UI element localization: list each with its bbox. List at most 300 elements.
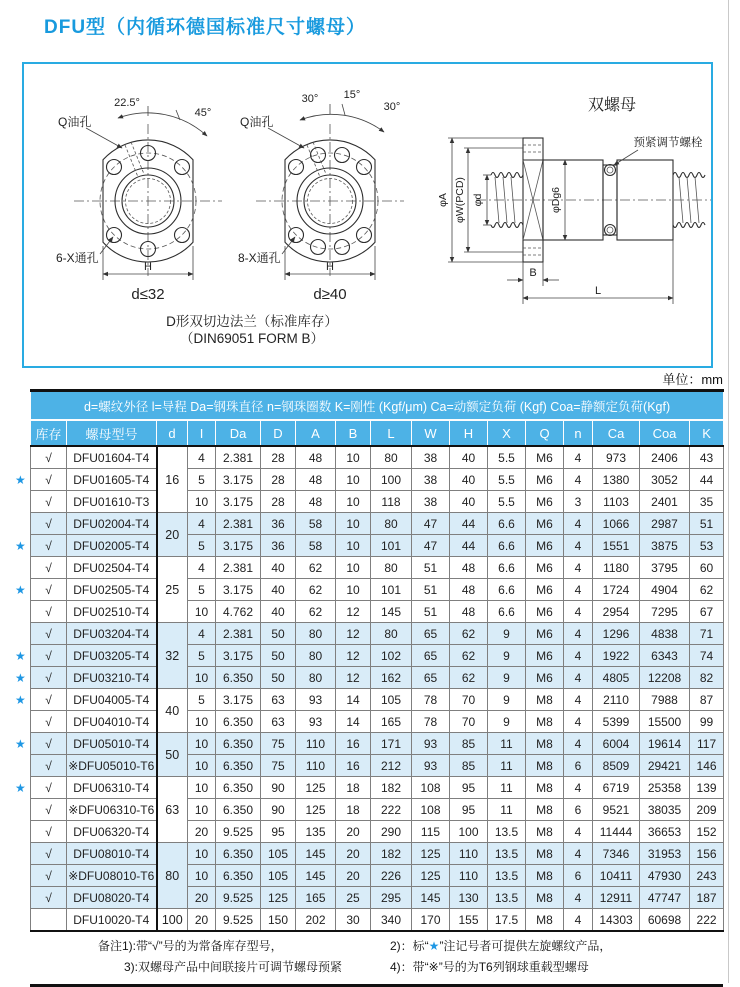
data-cell: 150 <box>261 909 296 932</box>
star-icon: ★ <box>428 939 440 953</box>
data-cell: 44 <box>450 535 488 557</box>
stock-cell: √ <box>31 755 67 777</box>
col-header-Ca: Ca <box>593 420 640 446</box>
data-cell: 10 <box>188 491 216 513</box>
data-cell: 202 <box>296 909 336 932</box>
h-dim-label-middle: H <box>326 261 334 273</box>
data-cell: 63 <box>261 711 296 733</box>
table-row <box>31 887 724 909</box>
col-header-X: X <box>488 420 526 446</box>
table-row <box>31 711 724 733</box>
data-cell: 6.6 <box>488 557 526 579</box>
data-cell: 152 <box>690 821 724 843</box>
data-cell: 29421 <box>640 755 690 777</box>
data-cell: 2.381 <box>216 513 261 535</box>
data-cell: 65 <box>412 667 450 689</box>
data-cell: 156 <box>690 843 724 865</box>
data-cell: 4 <box>564 689 593 711</box>
data-cell: 7295 <box>640 601 690 623</box>
data-cell: 50 <box>261 623 296 645</box>
data-cell: M8 <box>526 711 564 733</box>
caption-d-ge-40: d≥40 <box>313 286 347 303</box>
data-cell: M6 <box>526 535 564 557</box>
data-cell: 20 <box>188 909 216 932</box>
data-cell: 135 <box>296 821 336 843</box>
data-cell: 3.175 <box>216 579 261 601</box>
d-group-cell: 25 <box>157 557 188 623</box>
data-cell: 12911 <box>593 887 640 909</box>
data-cell: 1180 <box>593 557 640 579</box>
data-cell: 12 <box>336 667 371 689</box>
data-cell: M8 <box>526 887 564 909</box>
data-cell: 13.5 <box>488 887 526 909</box>
footnote-4: 4)：带“※”号的为T6列钢球重载型螺母 <box>390 960 589 974</box>
data-cell: 60 <box>690 557 724 579</box>
data-cell: 187 <box>690 887 724 909</box>
flange-view-d-ge-40 <box>238 89 404 303</box>
data-cell: 40 <box>261 557 296 579</box>
data-cell: 10 <box>336 491 371 513</box>
dim-phi-a: φA <box>437 193 449 207</box>
data-cell: 6.6 <box>488 535 526 557</box>
data-cell: 1922 <box>593 645 640 667</box>
stock-cell <box>31 909 67 932</box>
data-cell: 11 <box>488 755 526 777</box>
data-cell: 6343 <box>640 645 690 667</box>
data-cell: 12 <box>336 601 371 623</box>
data-cell: 105 <box>261 843 296 865</box>
data-cell: 5 <box>188 579 216 601</box>
model-cell: DFU03205-T4 <box>67 645 157 667</box>
data-cell: 18 <box>336 777 371 799</box>
data-cell: 75 <box>261 755 296 777</box>
data-cell: 4 <box>188 557 216 579</box>
data-cell: 51 <box>412 601 450 623</box>
data-cell: 5 <box>188 689 216 711</box>
model-cell: DFU01605-T4 <box>67 469 157 491</box>
data-cell: 4 <box>564 645 593 667</box>
col-header-n: n <box>564 420 593 446</box>
stock-cell: ★ √ <box>31 777 67 799</box>
data-cell: 145 <box>371 601 412 623</box>
data-cell: 93 <box>296 711 336 733</box>
data-cell: 10 <box>336 469 371 491</box>
double-nut-title: 双螺母 <box>587 97 637 114</box>
data-cell: 48 <box>450 557 488 579</box>
d-group-cell: 63 <box>157 777 188 843</box>
data-cell: 4838 <box>640 623 690 645</box>
data-cell: 82 <box>690 667 724 689</box>
data-cell: 36653 <box>640 821 690 843</box>
data-cell: 63 <box>261 689 296 711</box>
data-cell: 3.175 <box>216 535 261 557</box>
data-cell: 10 <box>336 513 371 535</box>
data-cell: 20 <box>188 821 216 843</box>
data-cell: 38 <box>412 446 450 469</box>
col-header-model: 螺母型号 <box>67 420 157 446</box>
col-header-Coa: Coa <box>640 420 690 446</box>
stock-cell: ★ √ <box>31 667 67 689</box>
data-cell: 20 <box>336 865 371 887</box>
d-group-cell: 32 <box>157 623 188 689</box>
data-cell: M6 <box>526 601 564 623</box>
data-cell: 6 <box>564 799 593 821</box>
data-cell: 10411 <box>593 865 640 887</box>
data-cell: 87 <box>690 689 724 711</box>
data-cell: 3 <box>564 491 593 513</box>
data-cell: 2.381 <box>216 446 261 469</box>
data-cell: 38035 <box>640 799 690 821</box>
model-cell: DFU03204-T4 <box>67 623 157 645</box>
data-cell: 85 <box>450 733 488 755</box>
model-cell: DFU06310-T4 <box>67 777 157 799</box>
data-cell: 125 <box>296 799 336 821</box>
data-cell: 25 <box>336 887 371 909</box>
data-cell: 10 <box>188 865 216 887</box>
data-cell: 100 <box>371 469 412 491</box>
oil-hole-label-left: Q油孔 <box>58 115 92 129</box>
dim-l: L <box>594 285 602 297</box>
data-cell: M6 <box>526 513 564 535</box>
stock-cell: ★ √ <box>31 469 67 491</box>
model-cell: DFU02505-T4 <box>67 579 157 601</box>
data-cell: 146 <box>690 755 724 777</box>
data-cell: 243 <box>690 865 724 887</box>
data-cell: 80 <box>296 623 336 645</box>
data-cell: 10 <box>336 535 371 557</box>
data-cell: 40 <box>450 446 488 469</box>
data-cell: 28 <box>261 469 296 491</box>
data-cell: 51 <box>412 579 450 601</box>
col-header-d: d <box>157 420 188 446</box>
page-title: DFU型（内循环德国标准尺寸螺母） <box>44 17 367 38</box>
star-icon: ★ <box>15 538 26 553</box>
data-cell: M8 <box>526 755 564 777</box>
data-cell: 48 <box>296 491 336 513</box>
data-cell: 117 <box>690 733 724 755</box>
data-cell: 222 <box>690 909 724 932</box>
data-cell: 62 <box>450 623 488 645</box>
footnotes <box>30 932 723 987</box>
data-cell: 9 <box>488 623 526 645</box>
data-cell: 10 <box>336 446 371 469</box>
star-icon: ★ <box>15 472 26 487</box>
model-cell: ※DFU05010-T6 <box>67 755 157 777</box>
data-cell: 10 <box>188 755 216 777</box>
data-cell: 125 <box>296 777 336 799</box>
flange-view-d-le-32 <box>56 97 222 303</box>
stock-cell: √ <box>31 491 67 513</box>
footnote-2: 2)：标“★”注记号者可提供左旋螺纹产品， <box>390 939 612 953</box>
data-cell: 101 <box>371 535 412 557</box>
data-cell: 12208 <box>640 667 690 689</box>
table-row <box>31 491 724 513</box>
data-cell: 11 <box>488 733 526 755</box>
col-header-A: A <box>296 420 336 446</box>
data-cell: 209 <box>690 799 724 821</box>
data-cell: 102 <box>371 645 412 667</box>
data-cell: 222 <box>371 799 412 821</box>
data-cell: 38 <box>412 491 450 513</box>
dim-phi-w-pcd: φW(PCD) <box>454 177 466 223</box>
model-cell: DFU10020-T4 <box>67 909 157 932</box>
angle-30-left-label: 30° <box>301 93 319 105</box>
model-cell: DFU08020-T4 <box>67 887 157 909</box>
preload-bolt-label: 预紧调节螺栓 <box>633 137 703 149</box>
data-cell: 9 <box>488 645 526 667</box>
data-cell: 5 <box>188 645 216 667</box>
data-cell: 11 <box>488 777 526 799</box>
data-cell: 9.525 <box>216 821 261 843</box>
data-cell: 3.175 <box>216 645 261 667</box>
data-cell: 14 <box>336 689 371 711</box>
data-cell: 125 <box>261 887 296 909</box>
data-cell: 2954 <box>593 601 640 623</box>
data-cell: M8 <box>526 909 564 932</box>
data-cell: 4.762 <box>216 601 261 623</box>
data-cell: 3.175 <box>216 491 261 513</box>
data-cell: 74 <box>690 645 724 667</box>
data-cell: 6.350 <box>216 733 261 755</box>
data-cell: 226 <box>371 865 412 887</box>
data-cell: 6.350 <box>216 799 261 821</box>
data-cell: 20 <box>336 843 371 865</box>
data-cell: 47 <box>412 513 450 535</box>
data-cell: 9.525 <box>216 887 261 909</box>
model-cell: DFU01610-T3 <box>67 491 157 513</box>
model-cell: DFU02004-T4 <box>67 513 157 535</box>
data-cell: 9 <box>488 711 526 733</box>
data-cell: 4 <box>564 887 593 909</box>
data-cell: 2.381 <box>216 557 261 579</box>
data-cell: 15500 <box>640 711 690 733</box>
data-cell: M8 <box>526 821 564 843</box>
data-cell: 17.5 <box>488 909 526 932</box>
data-cell: 4 <box>564 711 593 733</box>
data-cell: 6719 <box>593 777 640 799</box>
data-cell: 1103 <box>593 491 640 513</box>
star-icon: ★ <box>15 670 26 685</box>
data-cell: 9 <box>488 689 526 711</box>
data-cell: 11 <box>488 799 526 821</box>
data-cell: M8 <box>526 799 564 821</box>
model-cell: DFU03210-T4 <box>67 667 157 689</box>
data-cell: 125 <box>412 865 450 887</box>
stock-cell: ★ √ <box>31 535 67 557</box>
d-group-cell: 20 <box>157 513 188 557</box>
data-cell: 44 <box>450 513 488 535</box>
dim-b: B <box>529 267 537 279</box>
angle-22-5-label: 22.5° <box>114 97 140 109</box>
data-cell: 3.175 <box>216 689 261 711</box>
stock-cell: ★ √ <box>31 689 67 711</box>
data-cell: 4 <box>564 909 593 932</box>
model-cell: DFU08010-T4 <box>67 843 157 865</box>
angle-15-label: 15° <box>343 89 361 101</box>
angle-30-right-label: 30° <box>383 101 401 113</box>
col-header-Q: Q <box>526 420 564 446</box>
data-cell: 125 <box>412 843 450 865</box>
data-cell: M6 <box>526 623 564 645</box>
data-cell: 93 <box>412 755 450 777</box>
data-cell: 9 <box>488 667 526 689</box>
data-cell: 58 <box>296 535 336 557</box>
data-cell: M8 <box>526 777 564 799</box>
data-cell: 110 <box>296 733 336 755</box>
data-cell: 4 <box>564 513 593 535</box>
table-row <box>31 689 724 711</box>
col-header-H: H <box>450 420 488 446</box>
data-cell: 19614 <box>640 733 690 755</box>
data-cell: 110 <box>450 865 488 887</box>
data-cell: 4805 <box>593 667 640 689</box>
data-cell: 171 <box>371 733 412 755</box>
data-cell: 13.5 <box>488 821 526 843</box>
stock-cell: √ <box>31 557 67 579</box>
table-row <box>31 601 724 623</box>
data-cell: 145 <box>412 887 450 909</box>
data-cell: 44 <box>690 469 724 491</box>
model-cell: ※DFU08010-T6 <box>67 865 157 887</box>
data-cell: 6.350 <box>216 777 261 799</box>
stock-cell: √ <box>31 887 67 909</box>
data-cell: 20 <box>336 821 371 843</box>
data-cell: 13.5 <box>488 865 526 887</box>
data-cell: 3795 <box>640 557 690 579</box>
data-cell: 1551 <box>593 535 640 557</box>
data-cell: 4 <box>564 601 593 623</box>
data-cell: 6 <box>564 755 593 777</box>
data-cell: 2110 <box>593 689 640 711</box>
data-cell: 71 <box>690 623 724 645</box>
data-cell: 75 <box>261 733 296 755</box>
data-cell: 145 <box>296 843 336 865</box>
data-cell: 6.6 <box>488 601 526 623</box>
col-header-D: D <box>261 420 296 446</box>
page-edge-line <box>728 0 729 983</box>
stock-cell: √ <box>31 513 67 535</box>
data-cell: 80 <box>296 645 336 667</box>
data-cell: 10 <box>188 799 216 821</box>
data-cell: M8 <box>526 865 564 887</box>
data-cell: 62 <box>450 667 488 689</box>
data-cell: 4904 <box>640 579 690 601</box>
d-group-cell: 50 <box>157 733 188 777</box>
data-cell: 108 <box>412 777 450 799</box>
data-cell: 139 <box>690 777 724 799</box>
data-cell: 65 <box>412 645 450 667</box>
data-cell: 40 <box>450 491 488 513</box>
data-cell: 95 <box>261 821 296 843</box>
data-cell: 47747 <box>640 887 690 909</box>
data-cell: 13.5 <box>488 843 526 865</box>
table-row <box>31 909 724 932</box>
data-cell: 182 <box>371 777 412 799</box>
table-row <box>31 623 724 645</box>
data-cell: 70 <box>450 711 488 733</box>
col-header-stock: 库存 <box>31 420 67 446</box>
data-cell: 62 <box>296 601 336 623</box>
data-cell: 165 <box>296 887 336 909</box>
spec-table <box>15 389 724 932</box>
data-cell: 10 <box>336 579 371 601</box>
d-group-cell: 16 <box>157 446 188 513</box>
data-cell: 18 <box>336 799 371 821</box>
stock-cell: √ <box>31 843 67 865</box>
data-cell: 1724 <box>593 579 640 601</box>
din-standard-caption: （DIN69051 FORM B） <box>179 331 325 346</box>
d-group-cell: 80 <box>157 843 188 909</box>
data-cell: 182 <box>371 843 412 865</box>
data-cell: M8 <box>526 843 564 865</box>
data-cell: 80 <box>371 557 412 579</box>
angle-45-label: 45° <box>194 107 212 119</box>
data-cell: 100 <box>450 821 488 843</box>
data-cell: 8509 <box>593 755 640 777</box>
col-header-lead: I <box>188 420 216 446</box>
model-cell: ※DFU06310-T6 <box>67 799 157 821</box>
data-cell: 67 <box>690 601 724 623</box>
data-cell: M6 <box>526 491 564 513</box>
data-cell: 4 <box>564 733 593 755</box>
data-cell: 1066 <box>593 513 640 535</box>
stock-cell: √ <box>31 623 67 645</box>
data-cell: 90 <box>261 777 296 799</box>
flange-type-caption: D形双切边法兰（标准库存） <box>166 314 338 329</box>
table-row <box>31 469 724 491</box>
model-cell: DFU02510-T4 <box>67 601 157 623</box>
dim-phi-dg6: φDg6 <box>550 186 562 214</box>
data-cell: 70 <box>450 689 488 711</box>
data-cell: 110 <box>296 755 336 777</box>
data-cell: 12 <box>336 623 371 645</box>
data-cell: 93 <box>296 689 336 711</box>
stock-cell: √ <box>31 446 67 469</box>
model-cell: DFU01604-T4 <box>67 446 157 469</box>
data-cell: 4 <box>564 446 593 469</box>
data-cell: 90 <box>261 799 296 821</box>
data-cell: 80 <box>371 623 412 645</box>
col-header-L: L <box>371 420 412 446</box>
data-cell: 105 <box>261 865 296 887</box>
data-cell: 170 <box>412 909 450 932</box>
data-cell: 4 <box>564 667 593 689</box>
data-cell: 40 <box>261 579 296 601</box>
data-cell: 53 <box>690 535 724 557</box>
stock-cell: √ <box>31 821 67 843</box>
data-cell: 155 <box>450 909 488 932</box>
table-row <box>31 799 724 821</box>
data-cell: 78 <box>412 689 450 711</box>
table-row <box>31 557 724 579</box>
data-cell: 51 <box>690 513 724 535</box>
data-cell: 16 <box>336 733 371 755</box>
data-cell: 48 <box>450 601 488 623</box>
data-cell: 7988 <box>640 689 690 711</box>
stock-cell: ★ √ <box>31 733 67 755</box>
data-cell: 3052 <box>640 469 690 491</box>
data-cell: 6.350 <box>216 667 261 689</box>
data-cell: 20 <box>188 887 216 909</box>
table-row <box>31 755 724 777</box>
caption-d-le-32: d≤32 <box>131 286 165 303</box>
data-cell: 62 <box>296 579 336 601</box>
d-group-cell: 40 <box>157 689 188 733</box>
data-cell: 6.350 <box>216 865 261 887</box>
data-cell: 4 <box>188 446 216 469</box>
table-row <box>31 667 724 689</box>
data-cell: 130 <box>450 887 488 909</box>
